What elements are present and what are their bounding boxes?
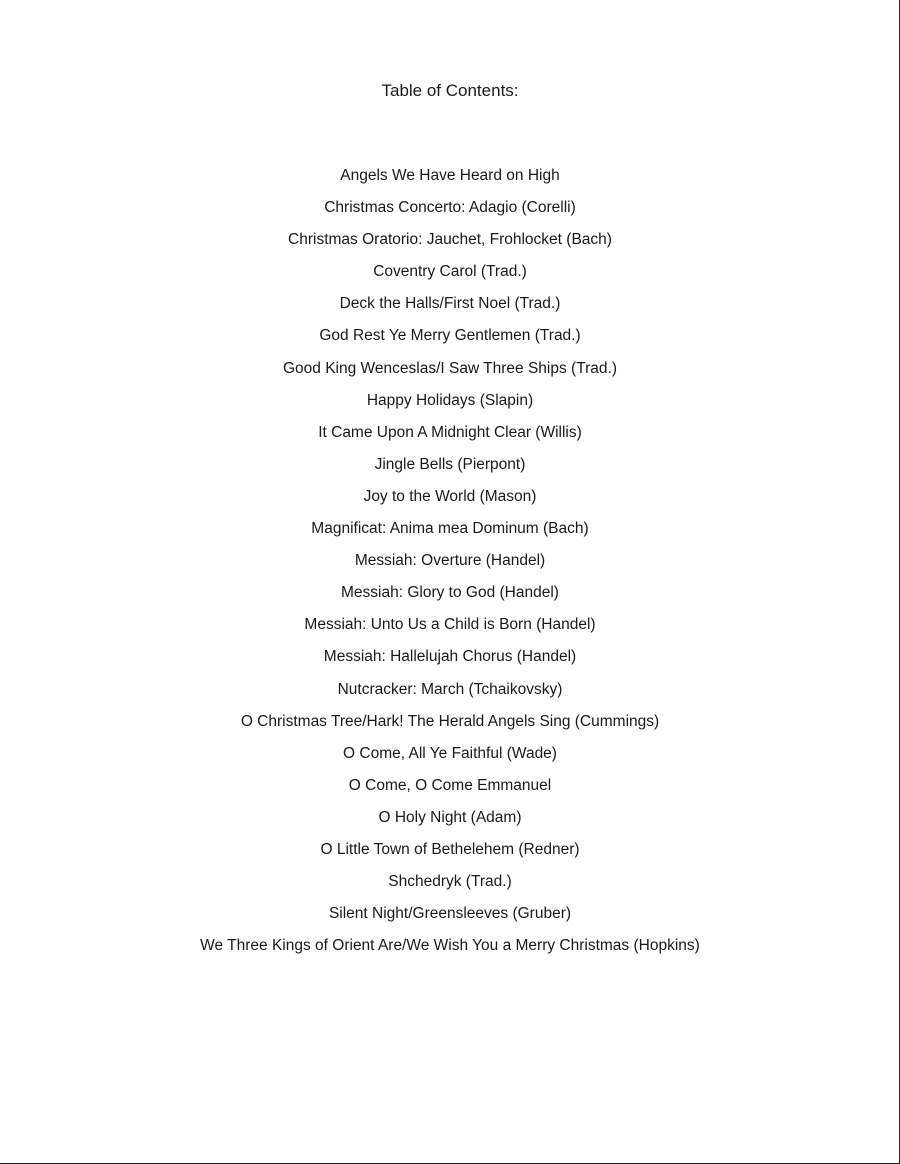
toc-entry: Jingle Bells (Pierpont): [374, 455, 526, 473]
toc-entry: Coventry Carol (Trad.): [373, 263, 527, 281]
toc-entry: Magnificat: Anima mea Dominum (Bach): [311, 520, 589, 538]
toc-entry: O Christmas Tree/Hark! The Herald Angels Sing (Cummings): [240, 712, 660, 730]
toc-entry: Christmas Concerto: Adagio (Corelli): [324, 199, 576, 217]
toc-entry: Christmas Oratorio: Jauchet, Frohlocket (Bach): [288, 231, 612, 249]
toc-title: Table of Contents:: [381, 81, 519, 100]
toc-entry: Messiah: Hallelujah Chorus (Handel): [323, 648, 577, 666]
toc-entry: Silent Night/Greensleeves (Gruber): [328, 905, 572, 923]
toc-entry: O Come, All Ye Faithful (Wade): [343, 744, 557, 762]
toc-entry: Deck the Halls/First Noel (Trad.): [339, 295, 561, 313]
toc-entry: Messiah: Unto Us a Child is Born (Handel): [304, 616, 596, 634]
toc-entry: Happy Holidays (Slapin): [366, 391, 534, 409]
toc-entry: Good King Wenceslas/I Saw Three Ships (Trad.): [283, 359, 617, 377]
toc-entry: O Little Town of Bethelehem (Redner): [320, 840, 580, 858]
toc-entry: God Rest Ye Merry Gentlemen (Trad.): [319, 327, 581, 345]
toc-entry: It Came Upon A Midnight Clear (Willis): [318, 423, 582, 441]
toc-entry: Angels We Have Heard on High: [340, 167, 560, 184]
toc-entry: Nutcracker: March (Tchaikovsky): [337, 680, 563, 698]
toc-entry: Messiah: Glory to God (Handel): [341, 584, 559, 602]
toc-entry: Messiah: Overture (Handel): [354, 552, 546, 570]
toc-entry: O Come, O Come Emmanuel: [348, 776, 552, 794]
toc-entry: We Three Kings of Orient Are/We Wish You a Merry Christmas (Hopkins): [200, 937, 700, 955]
toc-entry: Joy to the World (Mason): [363, 487, 537, 505]
toc-entry: Shchedryk (Trad.): [388, 873, 512, 891]
toc-entry: O Holy Night (Adam): [378, 808, 522, 826]
toc-list: [0, 165, 900, 967]
